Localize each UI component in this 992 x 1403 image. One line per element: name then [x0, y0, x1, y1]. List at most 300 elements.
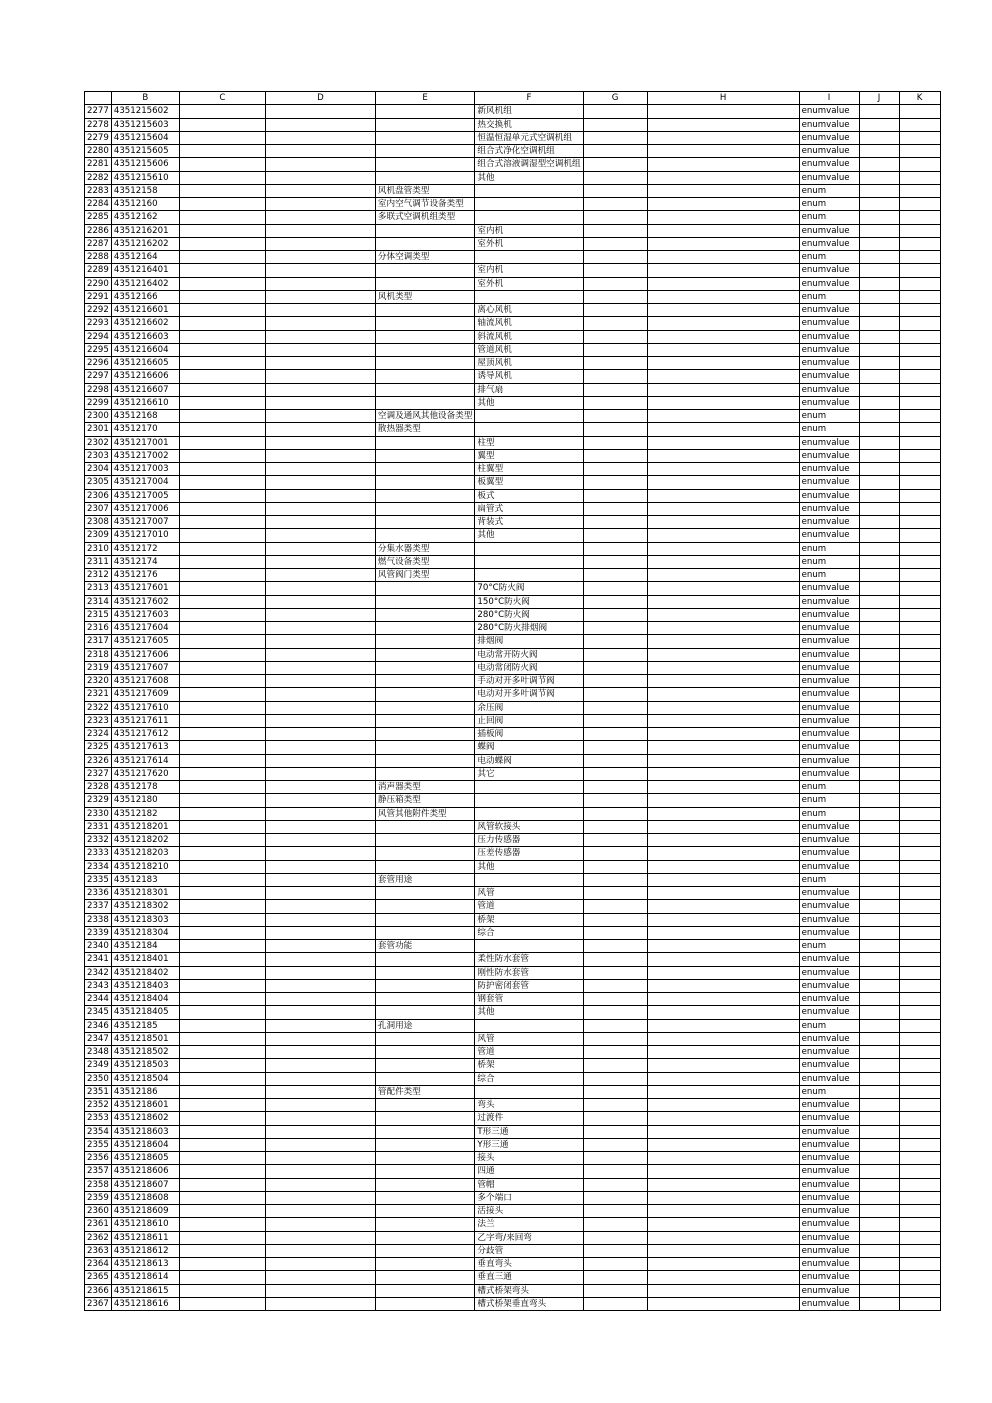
cell-empty[interactable] [859, 1046, 899, 1059]
cell-empty[interactable] [179, 330, 265, 343]
cell-enum-name[interactable] [375, 396, 475, 409]
cell-empty[interactable] [179, 449, 265, 462]
cell-empty[interactable] [899, 237, 940, 250]
cell-empty[interactable] [899, 900, 940, 913]
cell-enum-value[interactable] [475, 1085, 583, 1098]
cell-empty[interactable] [647, 569, 799, 582]
cell-enum-name[interactable] [375, 1046, 475, 1059]
cell-empty[interactable] [859, 926, 899, 939]
cell-empty[interactable] [859, 449, 899, 462]
cell-empty[interactable] [859, 1072, 899, 1085]
cell-empty[interactable] [583, 357, 647, 370]
cell-empty[interactable] [859, 410, 899, 423]
cell-empty[interactable] [265, 171, 375, 184]
cell-code[interactable]: 4351217603 [111, 608, 179, 621]
cell-enum-name[interactable] [375, 1244, 475, 1257]
cell-enum-name[interactable] [375, 979, 475, 992]
row-number[interactable]: 2324 [85, 728, 112, 741]
cell-code[interactable]: 4351218504 [111, 1072, 179, 1085]
cell-empty[interactable] [859, 794, 899, 807]
cell-code[interactable]: 4351218615 [111, 1284, 179, 1297]
cell-empty[interactable] [899, 834, 940, 847]
cell-empty[interactable] [859, 728, 899, 741]
cell-empty[interactable] [859, 224, 899, 237]
cell-empty[interactable] [859, 105, 899, 118]
cell-empty[interactable] [647, 251, 799, 264]
cell-empty[interactable] [859, 277, 899, 290]
cell-empty[interactable] [647, 1112, 799, 1125]
cell-empty[interactable] [583, 714, 647, 727]
cell-enum-name[interactable]: 风机盘管类型 [375, 184, 475, 197]
cell-enum-value[interactable]: 电动常闭防火阀 [475, 661, 583, 674]
cell-empty[interactable] [265, 966, 375, 979]
cell-empty[interactable] [647, 489, 799, 502]
cell-empty[interactable] [583, 926, 647, 939]
cell-empty[interactable] [583, 1244, 647, 1257]
cell-code[interactable]: 43512186 [111, 1085, 179, 1098]
cell-enum-name[interactable]: 静压箱类型 [375, 794, 475, 807]
cell-enum-name[interactable] [375, 1284, 475, 1297]
cell-empty[interactable] [265, 1006, 375, 1019]
cell-enum-name[interactable] [375, 145, 475, 158]
cell-empty[interactable] [859, 1244, 899, 1257]
row-number[interactable]: 2354 [85, 1125, 112, 1138]
cell-empty[interactable] [899, 966, 940, 979]
cell-empty[interactable] [179, 993, 265, 1006]
row-number[interactable]: 2286 [85, 224, 112, 237]
row-number[interactable]: 2283 [85, 184, 112, 197]
cell-empty[interactable] [179, 1059, 265, 1072]
cell-code[interactable]: 4351216201 [111, 224, 179, 237]
cell-empty[interactable] [179, 118, 265, 131]
cell-empty[interactable] [265, 1191, 375, 1204]
cell-empty[interactable] [899, 224, 940, 237]
cell-kind[interactable]: enumvalue [799, 741, 859, 754]
cell-enum-name[interactable] [375, 834, 475, 847]
cell-code[interactable]: 4351218304 [111, 926, 179, 939]
cell-empty[interactable] [265, 277, 375, 290]
cell-empty[interactable] [265, 463, 375, 476]
cell-empty[interactable] [265, 714, 375, 727]
cell-enum-value[interactable]: 防护密闭套管 [475, 979, 583, 992]
row-number[interactable]: 2366 [85, 1284, 112, 1297]
cell-code[interactable]: 4351217004 [111, 476, 179, 489]
cell-empty[interactable] [583, 661, 647, 674]
column-header-d[interactable]: D [265, 92, 375, 105]
cell-enum-value[interactable]: 其他 [475, 529, 583, 542]
cell-empty[interactable] [647, 1006, 799, 1019]
cell-empty[interactable] [179, 648, 265, 661]
cell-empty[interactable] [583, 940, 647, 953]
cell-empty[interactable] [179, 913, 265, 926]
cell-kind[interactable]: enumvalue [799, 237, 859, 250]
cell-empty[interactable] [899, 1059, 940, 1072]
cell-empty[interactable] [899, 277, 940, 290]
row-number[interactable]: 2289 [85, 264, 112, 277]
cell-empty[interactable] [265, 1032, 375, 1045]
cell-empty[interactable] [859, 463, 899, 476]
cell-enum-name[interactable]: 风机类型 [375, 290, 475, 303]
cell-empty[interactable] [583, 1138, 647, 1151]
cell-empty[interactable] [179, 926, 265, 939]
cell-code[interactable]: 4351215604 [111, 131, 179, 144]
cell-empty[interactable] [583, 767, 647, 780]
cell-empty[interactable] [899, 436, 940, 449]
cell-empty[interactable] [899, 781, 940, 794]
cell-enum-value[interactable]: 其他 [475, 860, 583, 873]
cell-empty[interactable] [859, 582, 899, 595]
cell-enum-name[interactable]: 消声器类型 [375, 781, 475, 794]
cell-kind[interactable]: enumvalue [799, 383, 859, 396]
cell-kind[interactable]: enumvalue [799, 635, 859, 648]
row-number[interactable]: 2306 [85, 489, 112, 502]
cell-code[interactable]: 4351217002 [111, 449, 179, 462]
cell-empty[interactable] [179, 1019, 265, 1032]
cell-empty[interactable] [265, 304, 375, 317]
cell-enum-name[interactable] [375, 476, 475, 489]
cell-empty[interactable] [647, 449, 799, 462]
row-number[interactable]: 2346 [85, 1019, 112, 1032]
cell-empty[interactable] [859, 767, 899, 780]
cell-enum-value[interactable]: 其他 [475, 396, 583, 409]
cell-empty[interactable] [179, 767, 265, 780]
cell-empty[interactable] [179, 940, 265, 953]
cell-empty[interactable] [583, 330, 647, 343]
cell-empty[interactable] [265, 1244, 375, 1257]
cell-enum-name[interactable] [375, 529, 475, 542]
cell-empty[interactable] [583, 820, 647, 833]
cell-enum-value[interactable]: 柔性防水套管 [475, 953, 583, 966]
cell-empty[interactable] [583, 1191, 647, 1204]
cell-code[interactable]: 4351216601 [111, 304, 179, 317]
cell-empty[interactable] [647, 887, 799, 900]
cell-enum-name[interactable] [375, 688, 475, 701]
cell-empty[interactable] [899, 105, 940, 118]
cell-empty[interactable] [179, 264, 265, 277]
cell-empty[interactable] [647, 211, 799, 224]
cell-empty[interactable] [265, 396, 375, 409]
cell-empty[interactable] [583, 145, 647, 158]
cell-empty[interactable] [647, 728, 799, 741]
cell-empty[interactable] [899, 940, 940, 953]
cell-empty[interactable] [859, 913, 899, 926]
cell-empty[interactable] [179, 357, 265, 370]
cell-enum-value[interactable]: 乙字弯/来回弯 [475, 1231, 583, 1244]
cell-empty[interactable] [899, 701, 940, 714]
cell-empty[interactable] [899, 1284, 940, 1297]
cell-empty[interactable] [899, 754, 940, 767]
cell-empty[interactable] [899, 1019, 940, 1032]
cell-kind[interactable]: enumvalue [799, 887, 859, 900]
cell-code[interactable]: 4351216602 [111, 317, 179, 330]
cell-kind[interactable]: enumvalue [799, 754, 859, 767]
cell-empty[interactable] [647, 158, 799, 171]
cell-empty[interactable] [265, 330, 375, 343]
cell-empty[interactable] [265, 555, 375, 568]
cell-kind[interactable]: enumvalue [799, 1165, 859, 1178]
cell-empty[interactable] [899, 953, 940, 966]
cell-empty[interactable] [859, 966, 899, 979]
cell-code[interactable]: 4351217005 [111, 489, 179, 502]
cell-kind[interactable]: enumvalue [799, 608, 859, 621]
row-number[interactable]: 2321 [85, 688, 112, 701]
cell-empty[interactable] [859, 834, 899, 847]
cell-empty[interactable] [265, 807, 375, 820]
cell-empty[interactable] [265, 1059, 375, 1072]
cell-empty[interactable] [179, 423, 265, 436]
cell-empty[interactable] [899, 198, 940, 211]
cell-enum-name[interactable]: 孔洞用途 [375, 1019, 475, 1032]
row-number[interactable]: 2293 [85, 317, 112, 330]
cell-empty[interactable] [859, 781, 899, 794]
cell-empty[interactable] [265, 476, 375, 489]
cell-empty[interactable] [647, 754, 799, 767]
cell-enum-name[interactable] [375, 608, 475, 621]
row-number[interactable]: 2337 [85, 900, 112, 913]
cell-empty[interactable] [647, 1178, 799, 1191]
cell-empty[interactable] [899, 423, 940, 436]
cell-empty[interactable] [859, 900, 899, 913]
cell-empty[interactable] [179, 582, 265, 595]
cell-empty[interactable] [899, 542, 940, 555]
cell-empty[interactable] [265, 383, 375, 396]
cell-empty[interactable] [179, 1258, 265, 1271]
cell-empty[interactable] [859, 436, 899, 449]
column-header-k[interactable]: K [899, 92, 940, 105]
cell-enum-value[interactable] [475, 781, 583, 794]
cell-enum-value[interactable]: 多个端口 [475, 1191, 583, 1204]
cell-empty[interactable] [899, 1006, 940, 1019]
cell-empty[interactable] [583, 423, 647, 436]
cell-empty[interactable] [859, 1165, 899, 1178]
cell-code[interactable]: 4351218609 [111, 1205, 179, 1218]
cell-empty[interactable] [583, 118, 647, 131]
cell-empty[interactable] [647, 118, 799, 131]
cell-empty[interactable] [859, 741, 899, 754]
cell-enum-name[interactable] [375, 357, 475, 370]
cell-empty[interactable] [583, 542, 647, 555]
cell-empty[interactable] [265, 516, 375, 529]
cell-code[interactable]: 4351217006 [111, 502, 179, 515]
cell-empty[interactable] [265, 635, 375, 648]
cell-enum-value[interactable]: 屋顶风机 [475, 357, 583, 370]
cell-empty[interactable] [899, 330, 940, 343]
cell-empty[interactable] [265, 237, 375, 250]
cell-enum-name[interactable] [375, 1059, 475, 1072]
cell-empty[interactable] [859, 1218, 899, 1231]
cell-empty[interactable] [647, 781, 799, 794]
cell-empty[interactable] [179, 1165, 265, 1178]
cell-empty[interactable] [583, 728, 647, 741]
cell-enum-value[interactable]: 轴流风机 [475, 317, 583, 330]
cell-empty[interactable] [647, 1205, 799, 1218]
row-number[interactable]: 2280 [85, 145, 112, 158]
cell-enum-name[interactable]: 燃气设备类型 [375, 555, 475, 568]
cell-code[interactable]: 4351216401 [111, 264, 179, 277]
cell-enum-value[interactable]: 弯头 [475, 1099, 583, 1112]
cell-empty[interactable] [859, 953, 899, 966]
cell-empty[interactable] [583, 569, 647, 582]
cell-empty[interactable] [583, 251, 647, 264]
cell-empty[interactable] [265, 767, 375, 780]
cell-enum-value[interactable] [475, 251, 583, 264]
row-number[interactable]: 2345 [85, 1006, 112, 1019]
cell-enum-name[interactable] [375, 1271, 475, 1284]
cell-code[interactable]: 4351218601 [111, 1099, 179, 1112]
cell-empty[interactable] [647, 436, 799, 449]
cell-kind[interactable]: enumvalue [799, 860, 859, 873]
cell-empty[interactable] [265, 1138, 375, 1151]
cell-code[interactable]: 4351218605 [111, 1152, 179, 1165]
cell-empty[interactable] [647, 873, 799, 886]
cell-kind[interactable]: enumvalue [799, 979, 859, 992]
cell-enum-name[interactable] [375, 1152, 475, 1165]
cell-empty[interactable] [265, 688, 375, 701]
cell-empty[interactable] [179, 277, 265, 290]
cell-empty[interactable] [859, 661, 899, 674]
cell-empty[interactable] [583, 608, 647, 621]
cell-empty[interactable] [583, 410, 647, 423]
cell-empty[interactable] [859, 1231, 899, 1244]
cell-code[interactable]: 4351218502 [111, 1046, 179, 1059]
cell-enum-name[interactable] [375, 714, 475, 727]
cell-empty[interactable] [647, 396, 799, 409]
cell-enum-name[interactable] [375, 1297, 475, 1310]
cell-empty[interactable] [179, 105, 265, 118]
cell-empty[interactable] [265, 940, 375, 953]
cell-code[interactable]: 4351218612 [111, 1244, 179, 1257]
cell-enum-name[interactable]: 空调及通风其他设备类型 [375, 410, 475, 423]
cell-code[interactable]: 43512166 [111, 290, 179, 303]
cell-enum-name[interactable] [375, 237, 475, 250]
cell-enum-value[interactable]: 离心风机 [475, 304, 583, 317]
cell-enum-name[interactable] [375, 264, 475, 277]
cell-empty[interactable] [859, 343, 899, 356]
cell-empty[interactable] [265, 317, 375, 330]
cell-enum-value[interactable]: 280°C防火排烟阀 [475, 622, 583, 635]
cell-empty[interactable] [899, 1085, 940, 1098]
cell-code[interactable]: 4351217610 [111, 701, 179, 714]
cell-enum-value[interactable] [475, 211, 583, 224]
cell-enum-name[interactable] [375, 1032, 475, 1045]
cell-code[interactable]: 4351215602 [111, 105, 179, 118]
cell-empty[interactable] [265, 410, 375, 423]
cell-empty[interactable] [899, 343, 940, 356]
cell-enum-name[interactable] [375, 277, 475, 290]
cell-enum-value[interactable]: 垂直弯头 [475, 1258, 583, 1271]
cell-kind[interactable]: enumvalue [799, 357, 859, 370]
cell-code[interactable]: 43512185 [111, 1019, 179, 1032]
cell-enum-name[interactable] [375, 1072, 475, 1085]
cell-empty[interactable] [265, 913, 375, 926]
cell-enum-name[interactable] [375, 1178, 475, 1191]
cell-enum-name[interactable]: 套管功能 [375, 940, 475, 953]
cell-kind[interactable]: enumvalue [799, 396, 859, 409]
cell-empty[interactable] [179, 714, 265, 727]
cell-enum-name[interactable] [375, 728, 475, 741]
cell-enum-value[interactable]: 风管软接头 [475, 820, 583, 833]
cell-empty[interactable] [265, 105, 375, 118]
cell-empty[interactable] [265, 847, 375, 860]
cell-empty[interactable] [265, 502, 375, 515]
cell-empty[interactable] [899, 1046, 940, 1059]
cell-empty[interactable] [647, 304, 799, 317]
cell-enum-value[interactable]: 管帽 [475, 1178, 583, 1191]
cell-code[interactable]: 43512174 [111, 555, 179, 568]
row-number[interactable]: 2356 [85, 1152, 112, 1165]
cell-code[interactable]: 4351217606 [111, 648, 179, 661]
cell-kind[interactable]: enumvalue [799, 714, 859, 727]
cell-empty[interactable] [179, 237, 265, 250]
cell-code[interactable]: 4351216603 [111, 330, 179, 343]
cell-code[interactable]: 43512160 [111, 198, 179, 211]
row-number[interactable]: 2355 [85, 1138, 112, 1151]
cell-enum-name[interactable] [375, 966, 475, 979]
cell-empty[interactable] [647, 820, 799, 833]
row-number[interactable]: 2360 [85, 1205, 112, 1218]
cell-empty[interactable] [899, 304, 940, 317]
cell-enum-value[interactable]: 室外机 [475, 237, 583, 250]
cell-empty[interactable] [265, 701, 375, 714]
cell-kind[interactable]: enumvalue [799, 900, 859, 913]
cell-code[interactable]: 4351215603 [111, 118, 179, 131]
cell-empty[interactable] [583, 1218, 647, 1231]
cell-enum-value[interactable]: 组合式净化空调机组 [475, 145, 583, 158]
cell-empty[interactable] [179, 184, 265, 197]
cell-empty[interactable] [899, 807, 940, 820]
row-number[interactable]: 2343 [85, 979, 112, 992]
cell-empty[interactable] [179, 953, 265, 966]
cell-empty[interactable] [859, 317, 899, 330]
cell-empty[interactable] [859, 754, 899, 767]
cell-kind[interactable]: enumvalue [799, 834, 859, 847]
cell-empty[interactable] [899, 1297, 940, 1310]
cell-empty[interactable] [647, 741, 799, 754]
cell-enum-name[interactable] [375, 661, 475, 674]
cell-empty[interactable] [583, 953, 647, 966]
cell-kind[interactable]: enumvalue [799, 993, 859, 1006]
cell-empty[interactable] [899, 251, 940, 264]
cell-enum-value[interactable]: 槽式桥架垂直弯头 [475, 1297, 583, 1310]
row-number[interactable]: 2350 [85, 1072, 112, 1085]
cell-enum-value[interactable]: 蝶阀 [475, 741, 583, 754]
row-number[interactable]: 2333 [85, 847, 112, 860]
cell-empty[interactable] [647, 1152, 799, 1165]
cell-kind[interactable]: enumvalue [799, 913, 859, 926]
row-number[interactable]: 2364 [85, 1258, 112, 1271]
cell-enum-value[interactable]: 排烟阀 [475, 635, 583, 648]
cell-empty[interactable] [265, 264, 375, 277]
cell-empty[interactable] [265, 953, 375, 966]
cell-empty[interactable] [265, 820, 375, 833]
cell-enum-name[interactable] [375, 1138, 475, 1151]
cell-kind[interactable]: enumvalue [799, 622, 859, 635]
cell-enum-value[interactable]: 插板阀 [475, 728, 583, 741]
cell-empty[interactable] [647, 595, 799, 608]
cell-code[interactable]: 4351217620 [111, 767, 179, 780]
cell-empty[interactable] [265, 198, 375, 211]
cell-empty[interactable] [583, 688, 647, 701]
cell-enum-name[interactable]: 风管其他附件类型 [375, 807, 475, 820]
cell-empty[interactable] [859, 1271, 899, 1284]
cell-enum-value[interactable]: 新风机组 [475, 105, 583, 118]
cell-empty[interactable] [899, 728, 940, 741]
cell-kind[interactable]: enumvalue [799, 1258, 859, 1271]
cell-enum-name[interactable] [375, 635, 475, 648]
cell-empty[interactable] [647, 714, 799, 727]
cell-empty[interactable] [647, 688, 799, 701]
cell-kind[interactable]: enum [799, 555, 859, 568]
